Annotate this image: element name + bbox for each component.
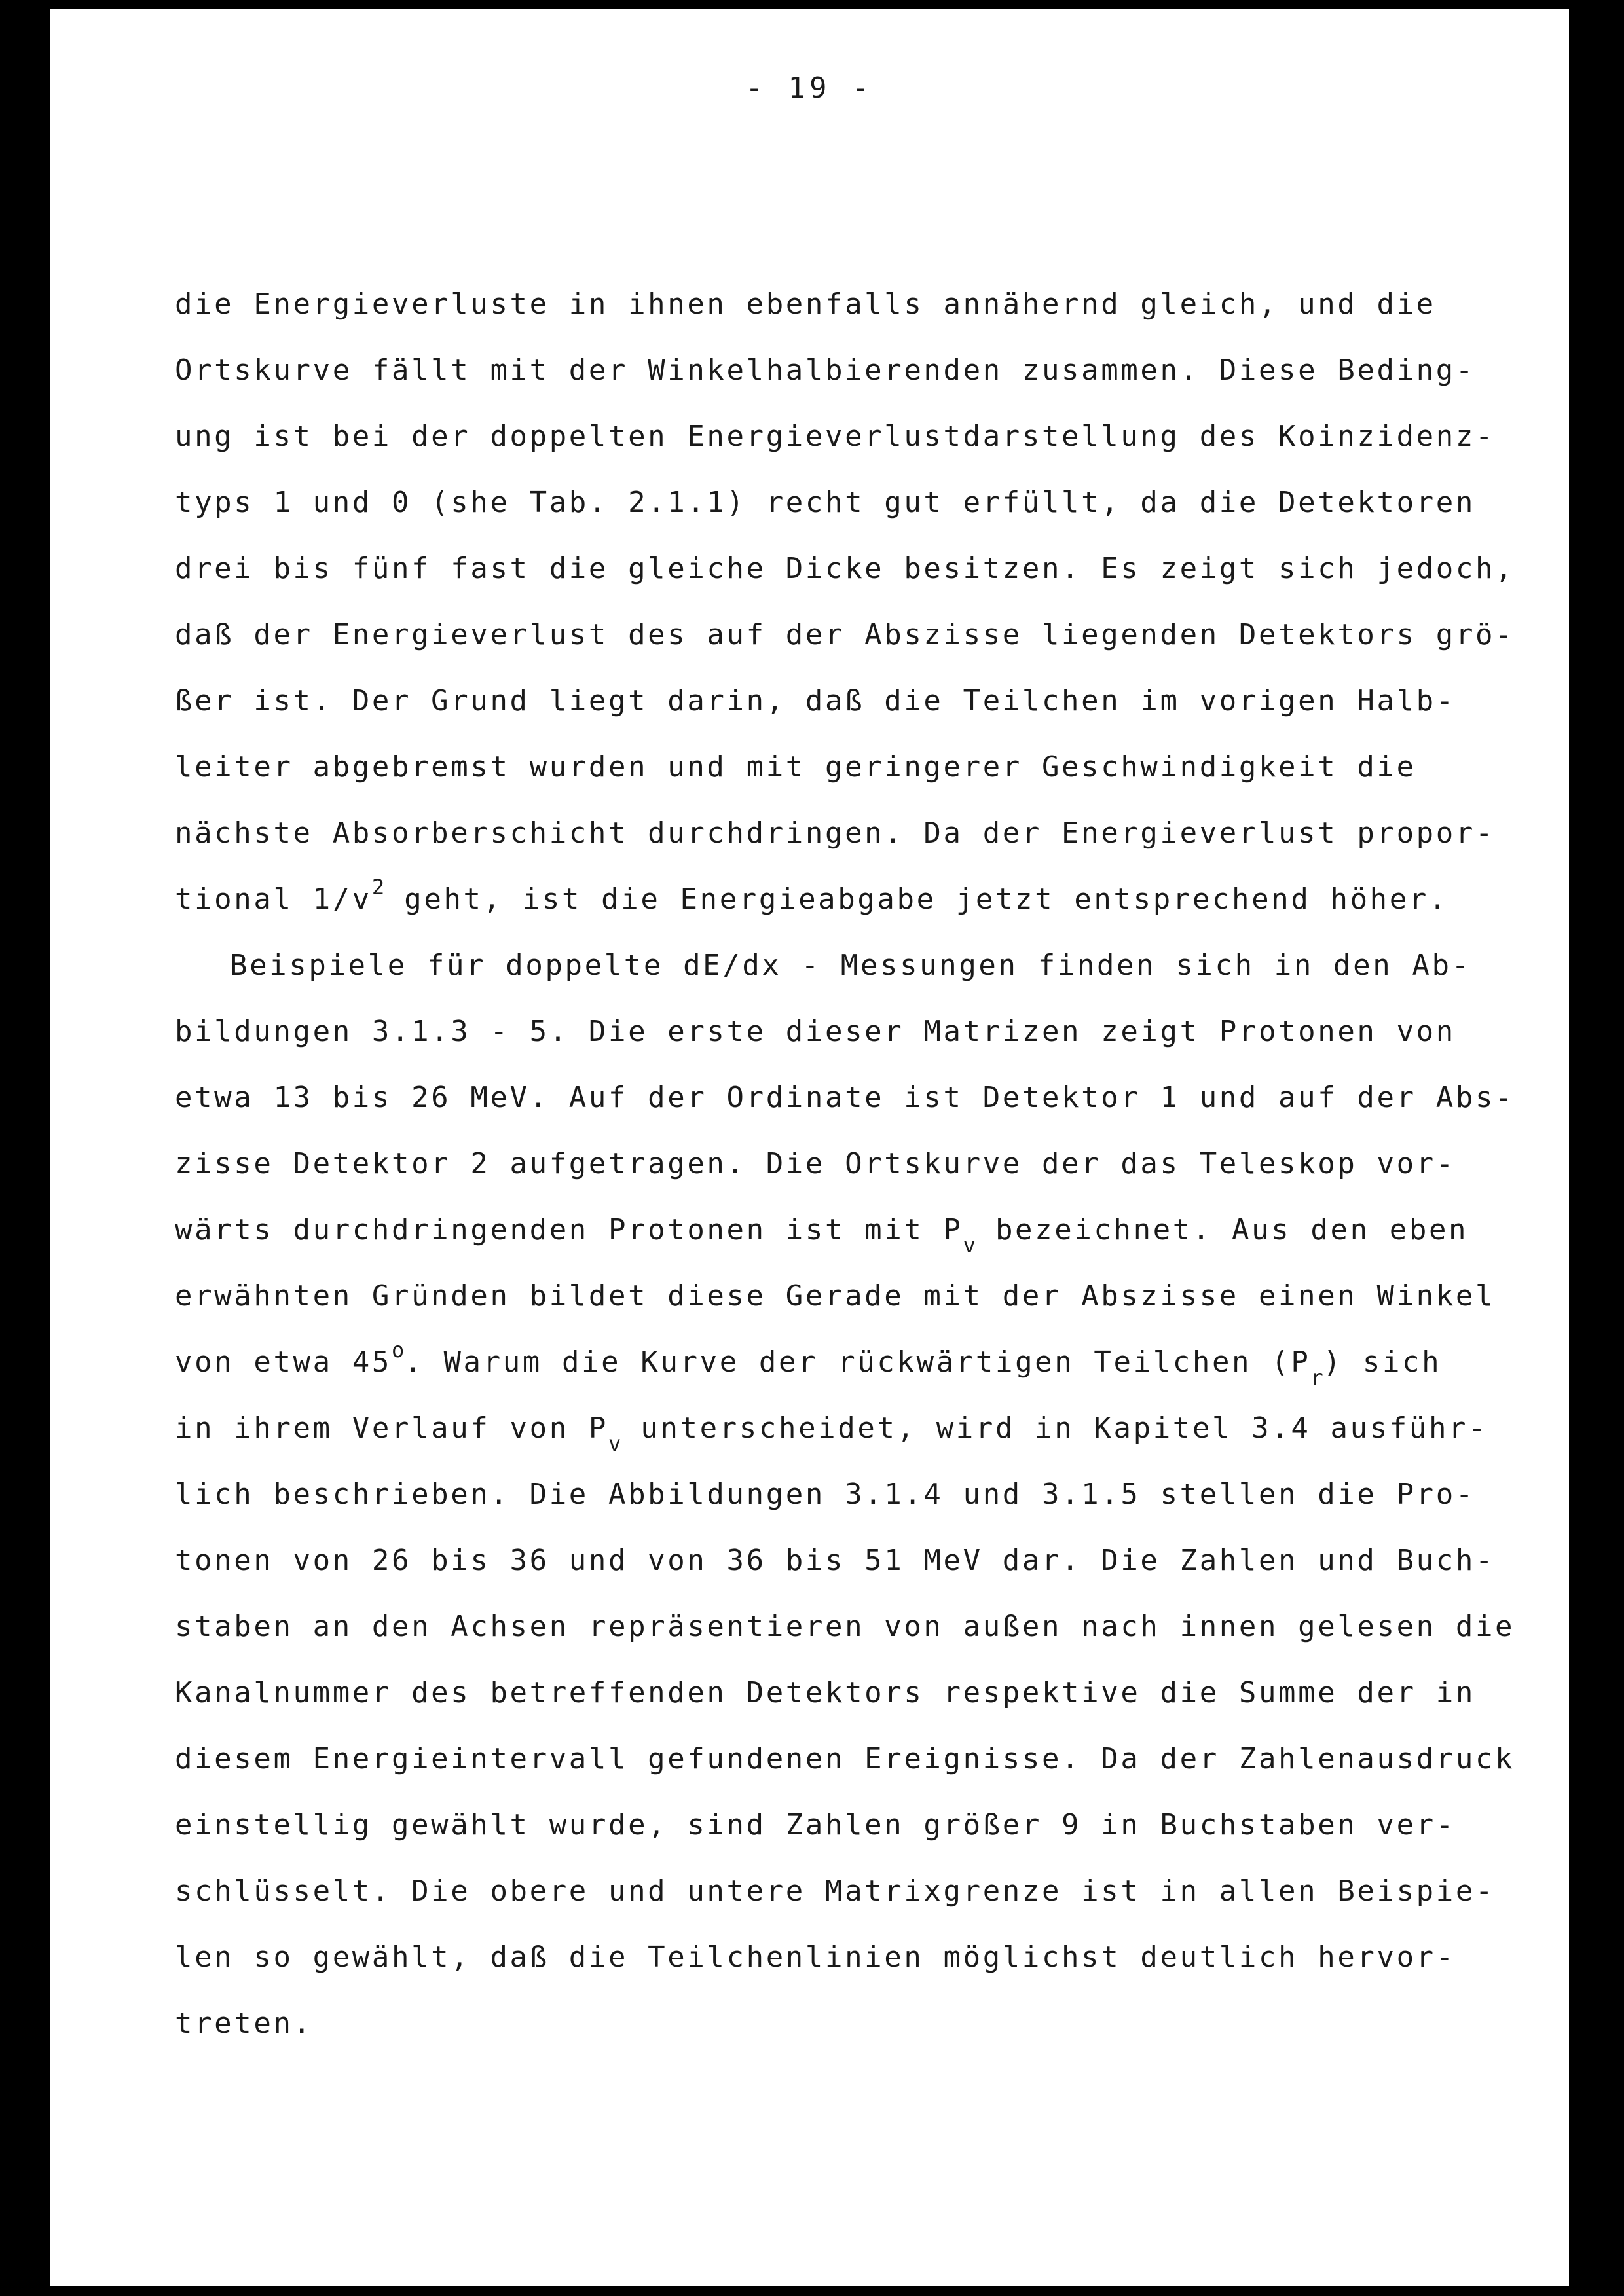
text-segment: geht, ist die Energieabgabe jetzt entsprechend höher.: [384, 883, 1449, 916]
text-line-2: Ortskurve fällt mit der Winkelhalbierenden zusammen. Diese Beding-: [175, 354, 1475, 387]
text-line-10: [175, 866, 1570, 932]
text-segment: . Warum die Kurve der rückwärtigen Teilchen (P: [404, 1345, 1311, 1379]
text-line-16: erwähnten Gründen bildet diese Gerade mit der Abszisse einen Winkel: [175, 1279, 1496, 1313]
text-line-4: typs 1 und 0 (she Tab. 2.1.1) recht gut erfüllt, da die Detektoren: [175, 486, 1475, 519]
text-line-15: [175, 1197, 1570, 1263]
text-line-18: [175, 1395, 1570, 1461]
text-line-21: staben an den Achsen repräsentieren von außen nach innen gelesen die: [175, 1610, 1515, 1643]
text-line-5: drei bis fünf fast die gleiche Dicke besitzen. Es zeigt sich jedoch,: [175, 552, 1515, 585]
subscript: r: [1310, 1365, 1323, 1390]
text-segment: Beispiele für doppelte dE/dx - Messungen finden sich in den Ab-: [230, 949, 1471, 982]
text-line-25: schlüsselt. Die obere und untere Matrixgrenze ist in allen Beispie-: [175, 1874, 1496, 1908]
text-line-23: diesem Energieintervall gefundenen Ereignisse. Da der Zahlenausdruck: [175, 1742, 1515, 1776]
text-line-13: etwa 13 bis 26 MeV. Auf der Ordinate ist Detektor 1 und auf der Abs-: [175, 1081, 1515, 1114]
page-number: - 19 -: [745, 71, 874, 105]
text-line-20: tonen von 26 bis 36 und von 36 bis 51 MeV dar. Die Zahlen und Buch-: [175, 1544, 1496, 1577]
text-line-17: [175, 1329, 1570, 1395]
text-line-9: nächste Absorberschicht durchdringen. Da der Energieverlust propor-: [175, 816, 1496, 850]
text-line-24: einstellig gewählt wurde, sind Zahlen größer 9 in Buchstaben ver-: [175, 1808, 1456, 1842]
text-line-8: leiter abgebremst wurden und mit geringerer Geschwindigkeit die: [175, 750, 1416, 784]
text-line-1: die Energieverluste in ihnen ebenfalls annähernd gleich, und die: [175, 287, 1436, 321]
superscript: o: [392, 1338, 405, 1362]
text-line-22: Kanalnummer des betreffenden Detektors respektive die Summe der in: [175, 1676, 1475, 1709]
text-segment: tional 1/v: [175, 883, 372, 916]
text-segment: von etwa 45: [175, 1345, 392, 1379]
text-line-12: bildungen 3.1.3 - 5. Die erste dieser Matrizen zeigt Protonen von: [175, 1015, 1456, 1048]
text-line-3: ung ist bei der doppelten Energieverlustdarstellung des Koinzidenz-: [175, 420, 1496, 453]
text-segment: bezeichnet. Aus den eben: [975, 1213, 1469, 1247]
text-line-6: daß der Energieverlust des auf der Abszisse liegenden Detektors grö-: [175, 618, 1515, 651]
text-segment: in ihrem Verlauf von P: [175, 1412, 608, 1445]
text-line-11: [175, 932, 1570, 998]
superscript: 2: [371, 875, 385, 900]
text-line-7: ßer ist. Der Grund liegt darin, daß die Teilchen im vorigen Halb-: [175, 684, 1456, 718]
text-line-19: lich beschrieben. Die Abbildungen 3.1.4 und 3.1.5 stellen die Pro-: [175, 1478, 1475, 1511]
text-segment: ) sich: [1323, 1345, 1442, 1379]
text-line-26: len so gewählt, daß die Teilchenlinien möglichst deutlich hervor-: [175, 1941, 1456, 1974]
text-line-27: treten.: [175, 2007, 313, 2040]
document-page: [50, 9, 1569, 2286]
text-line-14: zisse Detektor 2 aufgetragen. Die Ortskurve der das Teleskop vor-: [175, 1147, 1456, 1180]
subscript: v: [963, 1233, 976, 1258]
subscript: v: [608, 1431, 621, 1456]
text-segment: wärts durchdringenden Protonen ist mit P: [175, 1213, 963, 1247]
body-text: [175, 271, 1570, 2056]
text-segment: unterscheidet, wird in Kapitel 3.4 ausführ-: [621, 1412, 1488, 1445]
